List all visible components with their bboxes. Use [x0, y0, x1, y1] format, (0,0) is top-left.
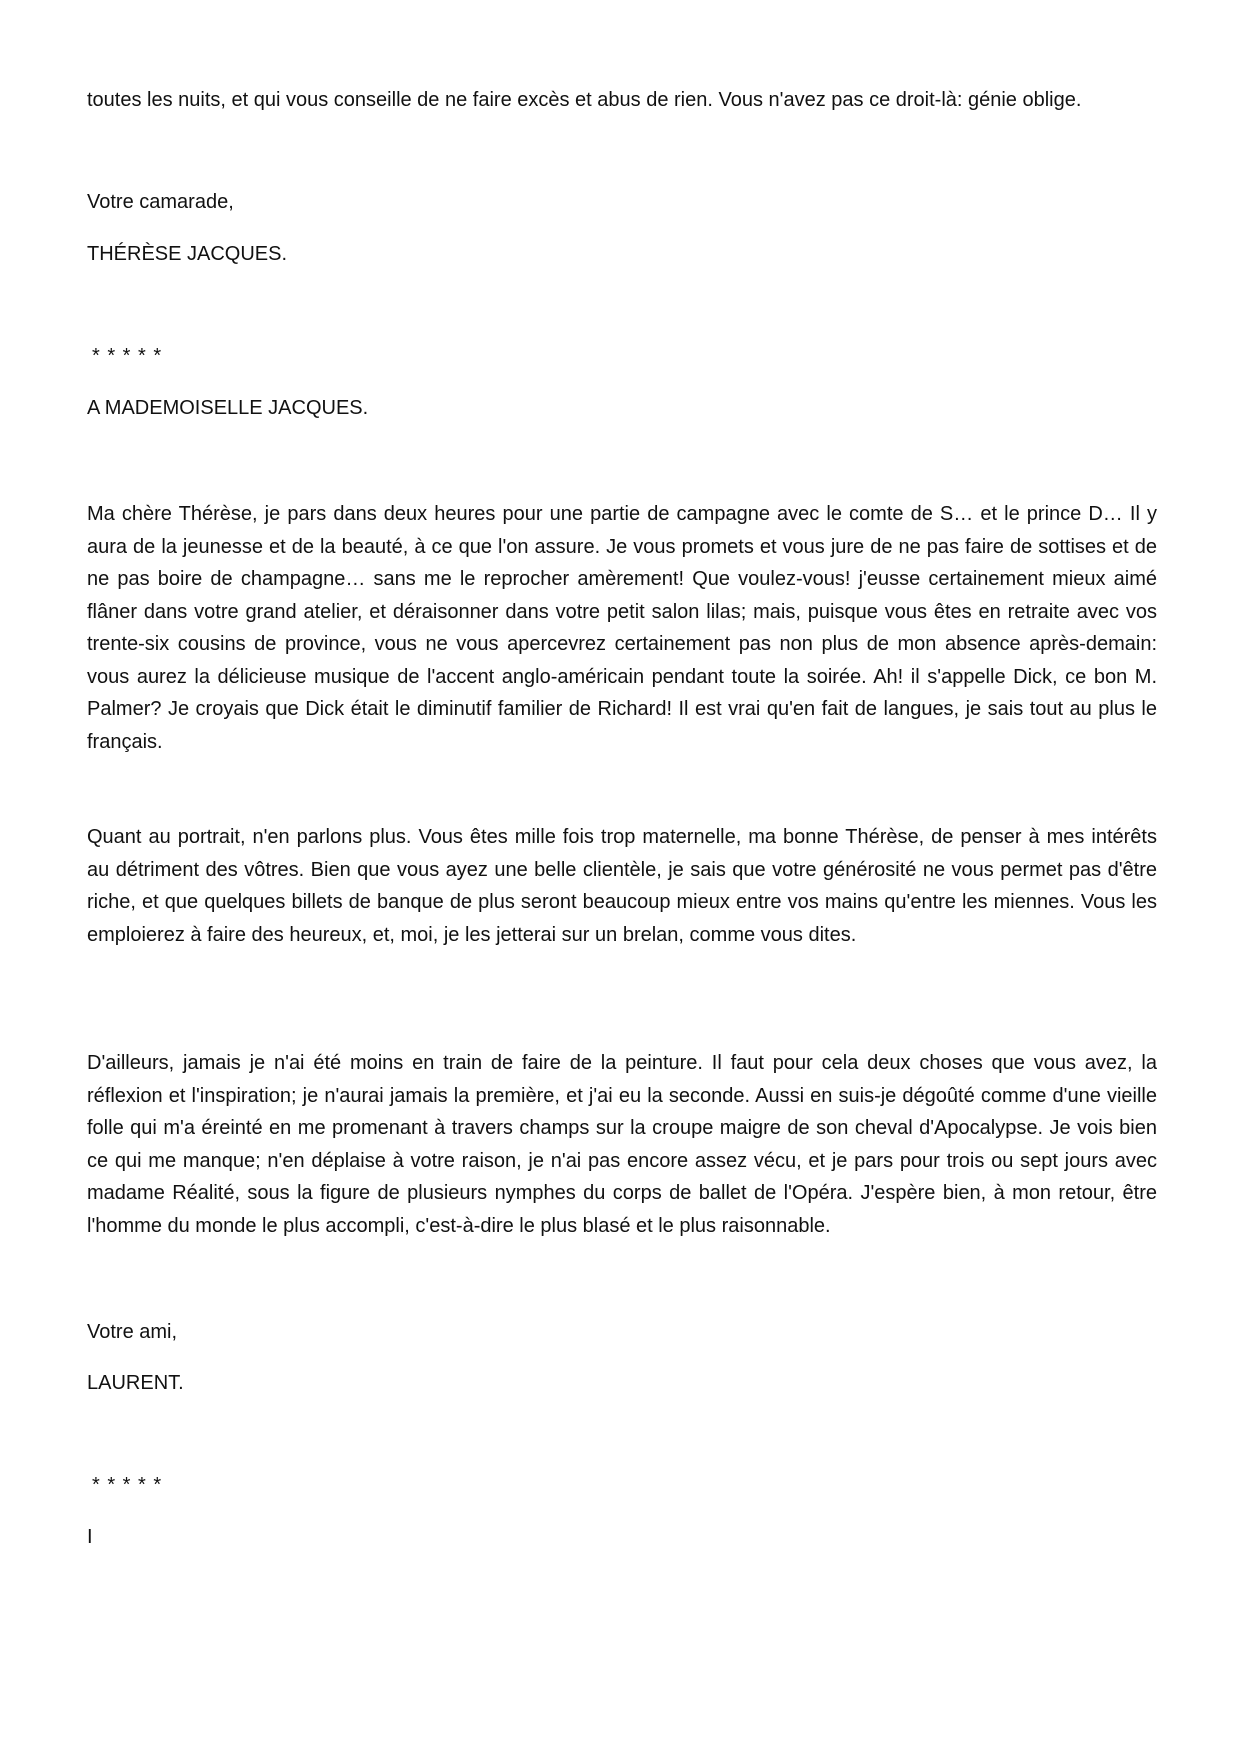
text-line-continuation: toutes les nuits, et qui vous conseille de ne faire excès et abus de rien. Vous n'avez pas ce droit-là: génie oblige.	[87, 89, 1082, 111]
section-separator: * * * * *	[92, 345, 163, 367]
section-separator: * * * * *	[92, 1474, 163, 1496]
letter-paragraph: Ma chère Thérèse, je pars dans deux heures pour une partie de campagne avec le comte de S… et le prince D… Il y aura de la jeunesse et de la beauté, à ce que l'on assure. Je vous promets et vous jure de ne pas faire de sottises et de ne pas boire de champagne… sans me le reprocher amèrement! Que voulez-vous! j'eusse certainement mieux aimé flâner dans votre grand atelier, et déraisonner dans votre petit salon lilas; mais, puisque vous êtes en retraite avec vos trente-six cousins de province, vous ne vous apercevrez certainement pas non plus de mon absence après-demain: vous aurez la délicieuse musique de l'accent anglo-américain pendant toute la soirée. Ah! il s'appelle Dick, ce bon M. Palmer? Je croyais que Dick était le diminutif familier de Richard! Il est vrai qu'en fait de langues, je sais tout au plus le français.	[87, 503, 1157, 753]
signature: LAURENT.	[87, 1372, 184, 1394]
closing-salutation: Votre ami,	[87, 1321, 178, 1343]
letter-paragraph: Quant au portrait, n'en parlons plus. Vous êtes mille fois trop maternelle, ma bonne Thérèse, de penser à mes intérêts au détriment des vôtres. Bien que vous ayez une belle clientèle, je sais que votre générosité ne vous permet pas d'être riche, et que quelques billets de banque de plus seront beaucoup mieux entre vos mains qu'entre les miennes. Vous les emploierez à faire des heureux, et, moi, je les jetterai sur un brelan, comme vous dites.	[87, 826, 1157, 946]
closing-salutation: Votre camarade,	[87, 191, 234, 213]
letter-paragraph: D'ailleurs, jamais je n'ai été moins en train de faire de la peinture. Il faut pour cela deux choses que vous avez, la réflexion et l'inspiration; je n'aurai jamais la première, et j'ai eu la seconde. Aussi en suis-je dégoûté comme d'une vieille folle qui m'a éreinté en me promenant à travers champs sur la croupe maigre de son cheval d'Apocalypse. Je vois bien ce qui me manque; n'en déplaise à votre raison, je n'ai pas encore assez vécu, et je pars pour trois ou sept jours avec madame Réalité, sous la figure de plusieurs nymphes du corps de ballet de l'Opéra. J'espère bien, à mon retour, être l'homme du monde le plus accompli, c'est-à-dire le plus blasé et le plus raisonnable.	[87, 1052, 1157, 1237]
letter-heading: A MADEMOISELLE JACQUES.	[87, 397, 369, 419]
chapter-number: I	[87, 1526, 93, 1548]
signature: THÉRÈSE JACQUES.	[87, 243, 288, 265]
